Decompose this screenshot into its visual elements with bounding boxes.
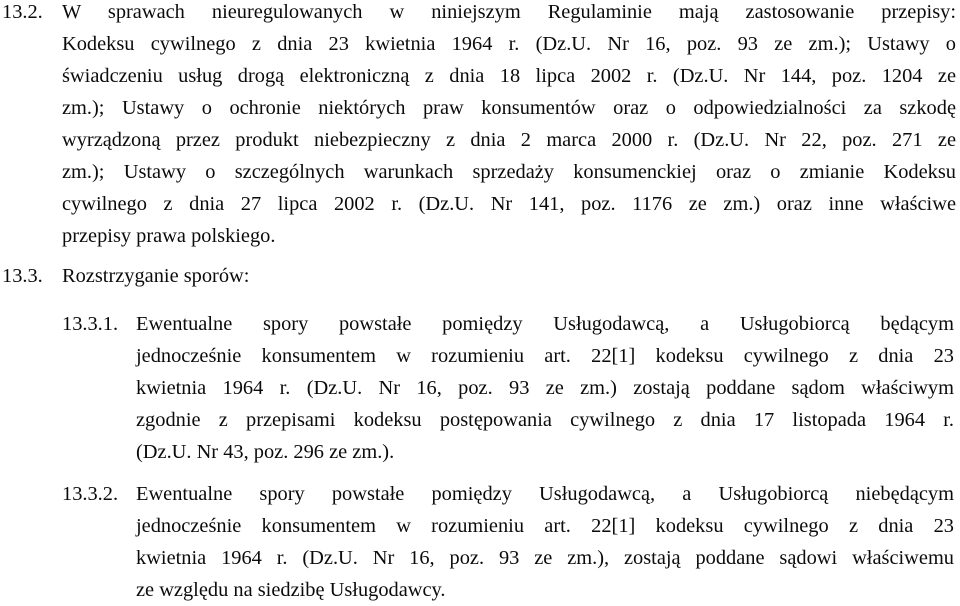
text-line: ze względu na siedzibę Usługodawcy. [136, 579, 446, 601]
section-body-continued [62, 28, 956, 252]
text-line: cywilnego z dnia 27 lipca 2002 r. (Dz.U. Nr 141, poz. 1176 ze zm.) oraz inne właściwe [62, 193, 956, 215]
text-line: kwietnia 1964 r. (Dz.U. Nr 16, poz. 93 ze zm.), zostają poddane sądowi właściwemu [136, 547, 954, 569]
text-line: przepisy prawa polskiego. [62, 225, 276, 247]
text-line: jednocześnie konsumentem w rozumieniu art. 22[1] kodeksu cywilnego z dnia 23 [136, 345, 954, 367]
text-line: kwietnia 1964 r. (Dz.U. Nr 16, poz. 93 ze zm.) zostają poddane sądom właściwym [136, 377, 954, 399]
text-line: świadczeniu usług drogą elektroniczną z dnia 18 lipca 2002 r. (Dz.U. Nr 144, poz. 1204 ze [62, 65, 956, 87]
section-body [136, 308, 954, 468]
section-number: 13.3.1. [62, 313, 119, 335]
text-line: (Dz.U. Nr 43, poz. 296 ze zm.). [136, 441, 395, 463]
text-line: Ewentualne spory powstałe pomiędzy Usługodawcą, a Usługobiorcą niebędącym [136, 483, 954, 505]
text-line: Ewentualne spory powstałe pomiędzy Usługodawcą, a Usługobiorcą będącym [136, 313, 954, 335]
section-title: Rozstrzyganie sporów: [62, 265, 250, 287]
text-line: W sprawach nieuregulowanych w niniejszym Regulaminie mają zastosowanie przepisy: [62, 1, 956, 23]
text-line: zgodnie z przepisami kodeksu postępowania cywilnego z dnia 17 listopada 1964 r. [136, 409, 954, 431]
text-line: zm.); Ustawy o szczególnych warunkach sprzedaży konsumenckiej oraz o zmianie Kodeksu [62, 161, 956, 183]
text-line: zm.); Ustawy o ochronie niektórych praw konsumentów oraz o odpowiedzialności za szkodę [62, 97, 956, 119]
section-number: 13.3. [2, 265, 43, 287]
text-line: jednocześnie konsumentem w rozumieniu art. 22[1] kodeksu cywilnego z dnia 23 [136, 515, 954, 537]
text-line: wyrządzoną przez produkt niebezpieczny z dnia 2 marca 2000 r. (Dz.U. Nr 22, poz. 271 ze [62, 129, 956, 151]
text-line: Kodeksu cywilnego z dnia 23 kwietnia 1964 r. (Dz.U. Nr 16, poz. 93 ze zm.); Ustawy o [62, 33, 956, 55]
section-body [62, 0, 956, 28]
section-number: 13.3.2. [62, 483, 119, 505]
section-body [136, 478, 954, 606]
section-number: 13.2. [2, 1, 43, 23]
